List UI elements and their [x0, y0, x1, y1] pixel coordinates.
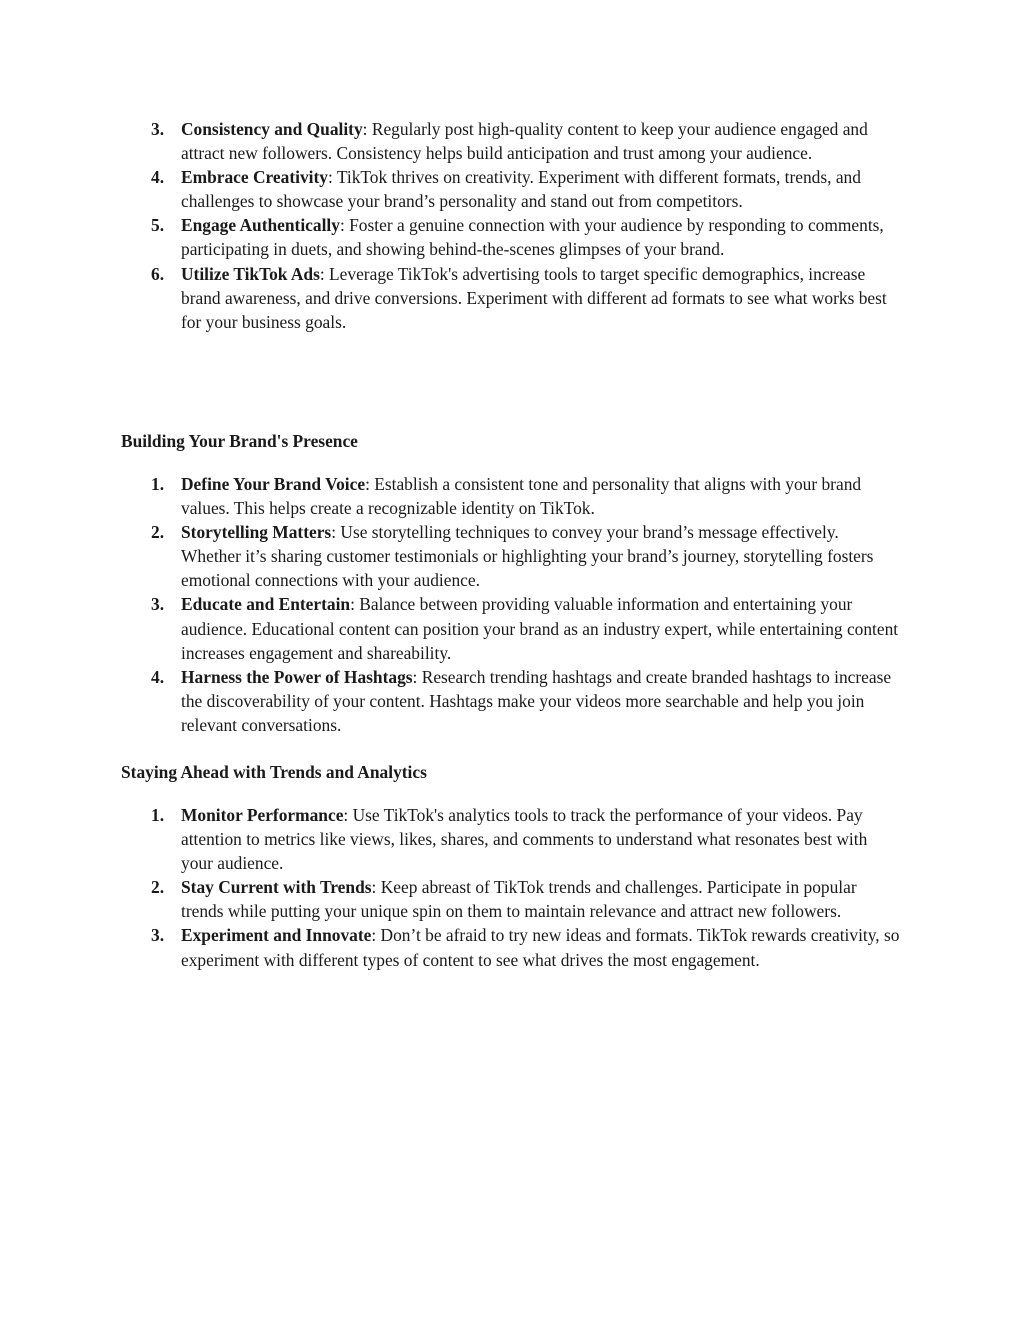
list-item-term: Harness the Power of Hashtags: [181, 666, 413, 687]
list-item-number: 2.: [151, 522, 165, 543]
list-item-text: : Balance between providing valuable information and entertaining your audience. Educational content can position your brand as an industry expert, while entertaining content increases engagement and shareability.: [181, 594, 899, 663]
list-item-term: Consistency and Quality: [181, 119, 363, 139]
list-item-number: 5.: [151, 215, 165, 236]
tips-list-continued: [121, 117, 901, 334]
list-item-number: 3.: [151, 119, 165, 139]
list-item-term: Utilize TikTok Ads: [181, 263, 320, 284]
list-item-term: Storytelling Matters: [181, 522, 332, 543]
list-item: [121, 165, 901, 213]
list-item-term: Define Your Brand Voice: [181, 474, 366, 494]
list-item-number: 2.: [151, 877, 165, 898]
list-item-text: : Use storytelling techniques to convey your brand’s message effectively. Whether it’s sharing customer testimonials or highlighting your brand’s journey, storytelling fosters emotional connections with your audience.: [181, 522, 874, 591]
list-item-term: Engage Authentically: [181, 215, 340, 236]
list-item: [121, 803, 901, 875]
list-item-number: 6.: [151, 263, 165, 284]
list-item-text: : TikTok thrives on creativity. Experiment with different formats, trends, and challenges to showcase your brand’s personality and stand out from competitors.: [181, 167, 861, 212]
list-item-number: 1.: [151, 805, 165, 825]
list-item: [121, 262, 901, 334]
brand-presence-list: [121, 472, 901, 737]
list-item-text: : Foster a genuine connection with your audience by responding to comments, participating in duets, and showing behind-the-scenes glimpses of your brand.: [181, 215, 884, 260]
trends-analytics-list: [121, 803, 901, 972]
list-item-term: Educate and Entertain: [181, 594, 351, 615]
list-item-text: : Use TikTok's analytics tools to track the performance of your videos. Pay attention to metrics like views, likes, shares, and comments to understand what resonates best with your audience.: [181, 805, 868, 874]
list-item: [121, 923, 901, 971]
list-item-text: : Don’t be afraid to try new ideas and formats. TikTok rewards creativity, so experiment with different types of content to see what drives the most engagement.: [181, 925, 900, 970]
list-item: [121, 472, 901, 520]
list-item: [121, 520, 901, 592]
list-item-term: Stay Current with Trends: [181, 877, 372, 898]
list-item-number: 4.: [151, 666, 165, 687]
list-item: [121, 592, 901, 664]
section-heading-brand-presence: Building Your Brand's Presence: [121, 431, 358, 451]
list-item: [121, 875, 901, 923]
list-item-text: : Research trending hashtags and create branded hashtags to increase the discoverability of your content. Hashtags make your videos more searchable and help you join relevant conversations.: [181, 666, 892, 735]
list-item-text: : Establish a consistent tone and personality that aligns with your brand values. This helps create a recognizable identity on TikTok.: [181, 474, 862, 519]
list-item-term: Experiment and Innovate: [181, 925, 372, 946]
list-item-number: 1.: [151, 474, 165, 494]
list-item: [121, 117, 901, 165]
list-item-text: : Keep abreast of TikTok trends and challenges. Participate in popular trends while putting your unique spin on them to maintain relevance and attract new followers.: [181, 877, 857, 922]
list-item-text: : Regularly post high-quality content to keep your audience engaged and attract new followers. Consistency helps build anticipation and trust among your audience.: [181, 119, 868, 164]
list-item-number: 3.: [151, 925, 165, 946]
list-item-number: 3.: [151, 594, 165, 615]
list-item-text: : Leverage TikTok's advertising tools to target specific demographics, increase brand awareness, and drive conversions. Experiment with different ad formats to see what works best for your business goals.: [181, 263, 887, 332]
list-item-number: 4.: [151, 167, 165, 188]
list-item: [121, 665, 901, 737]
section-heading-trends-analytics: Staying Ahead with Trends and Analytics: [121, 762, 427, 782]
list-item-term: Monitor Performance: [181, 805, 344, 825]
list-item-term: Embrace Creativity: [181, 167, 328, 188]
list-item: [121, 213, 901, 261]
